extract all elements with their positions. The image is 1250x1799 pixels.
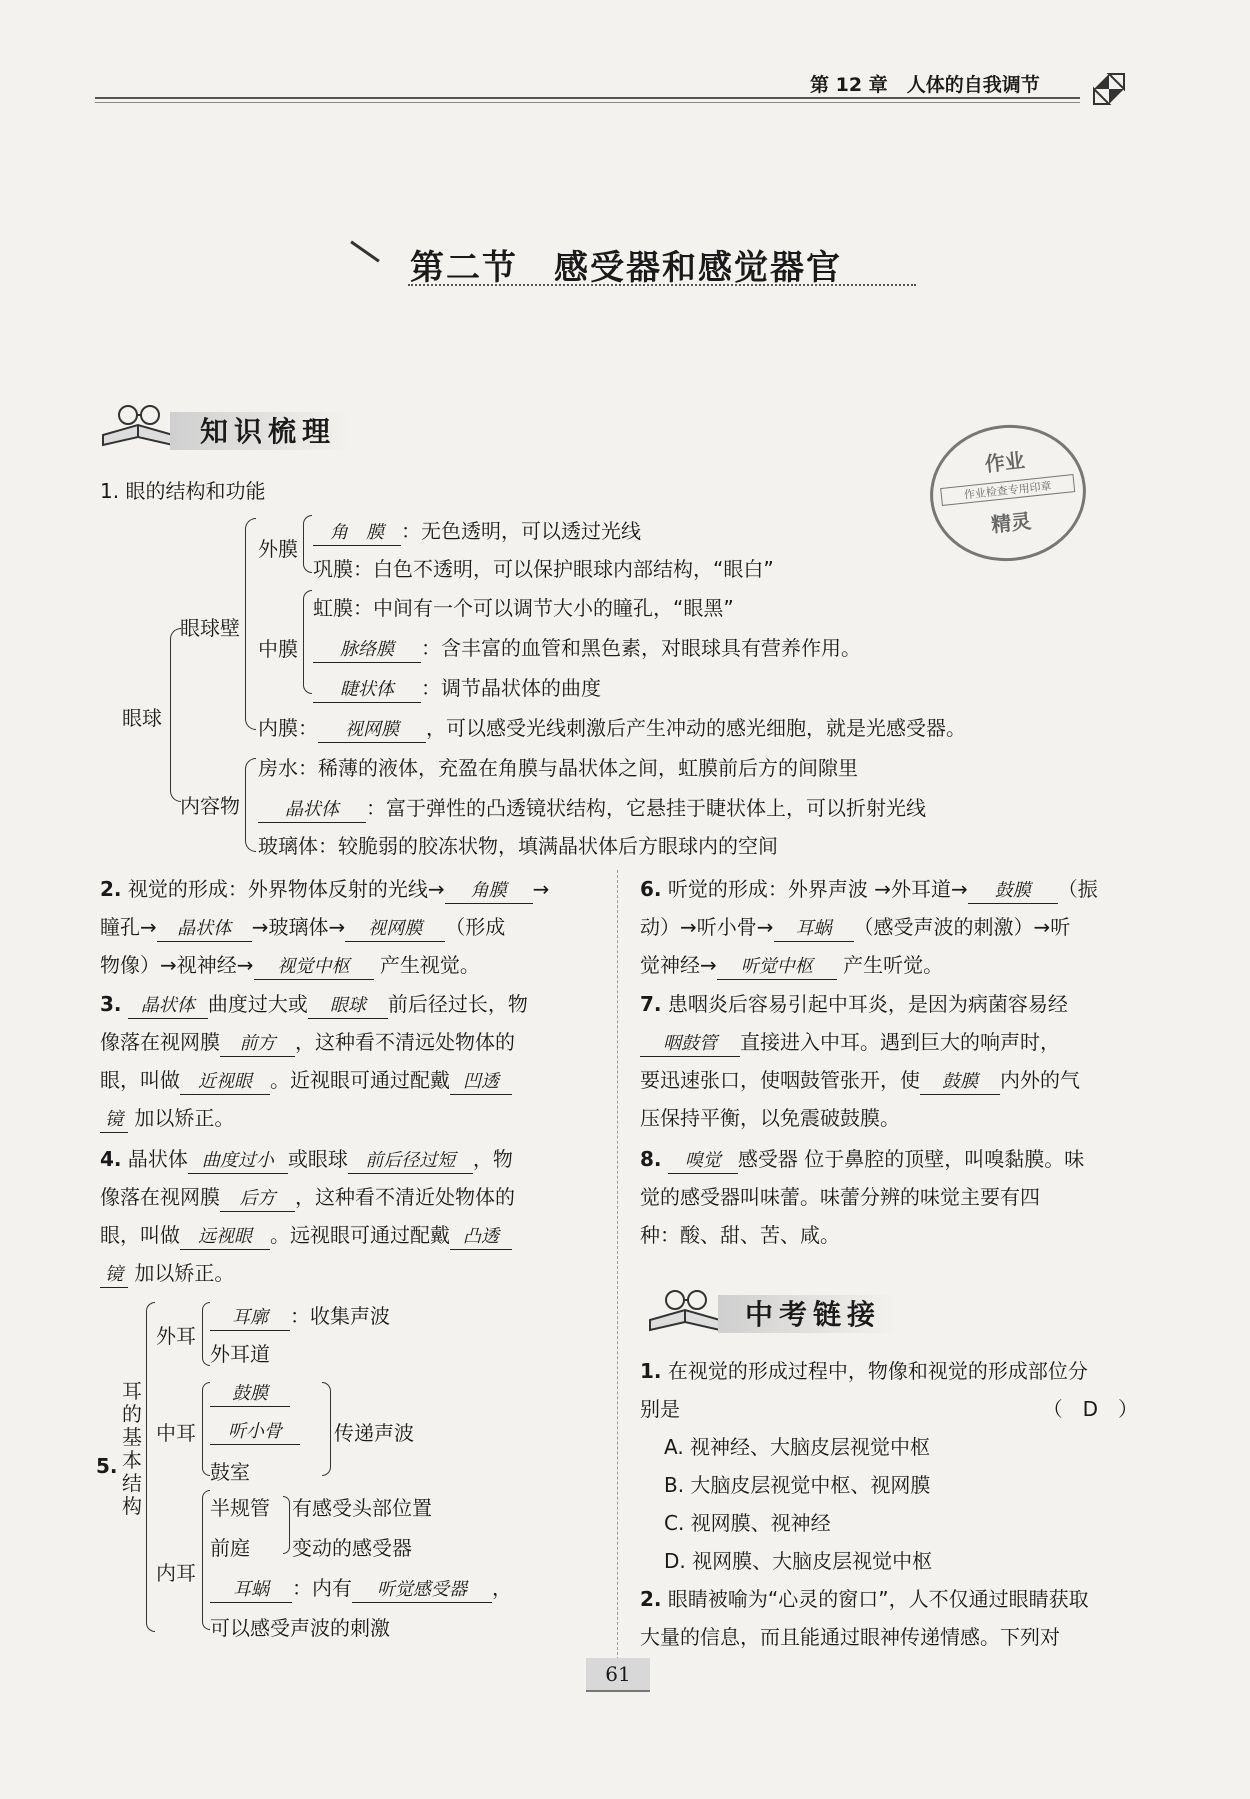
q6-answer-1: 鼓膜	[968, 879, 1058, 904]
lens-line	[258, 792, 926, 823]
title-slash-icon	[350, 241, 380, 263]
q2-answer-4: 视觉中枢	[254, 955, 374, 980]
inner-ear-brace	[202, 1490, 210, 1630]
pinna-line: 耳廓 ：收集声波	[210, 1300, 390, 1331]
vestibule: 前庭	[210, 1536, 250, 1560]
q4-answer-5b: 镜	[100, 1263, 128, 1288]
outer-ear-label: 外耳	[156, 1324, 196, 1348]
mc1-option-d: D. 视网膜、大脑皮层视觉中枢	[664, 1549, 933, 1573]
page-title: 第二节 感受器和感觉器官	[410, 248, 842, 288]
q7-answer-1: 咽鼓管	[640, 1032, 740, 1057]
inner-ear-label: 内耳	[156, 1561, 196, 1585]
cornea-answer: 角 膜	[313, 521, 401, 546]
retina-answer: 视网膜	[318, 718, 426, 743]
book-glasses-icon-2	[645, 1280, 725, 1335]
q4-answer-1: 曲度过小	[188, 1149, 288, 1174]
retina-line	[258, 712, 966, 743]
balance-text-2: 变动的感受器	[292, 1536, 412, 1560]
choroid-desc: ：含丰富的血管和黑色素，对眼球具有营养作用。	[421, 636, 861, 660]
ear-canal: 外耳道	[210, 1342, 270, 1366]
balance-brace	[283, 1496, 290, 1554]
q3-answer-1: 晶状体	[128, 994, 208, 1019]
retina-desc: ，可以感受光线刺激后产生冲动的感光细胞，就是光感受器。	[426, 716, 966, 740]
cochlea-line-2: 可以感受声波的刺激	[210, 1616, 390, 1640]
balance-text-1: 有感受头部位置	[292, 1496, 432, 1520]
q3: 3. 晶状体 曲度过大或 眼球 前后径过长，物 像落在视网膜 前方 ，这种看不清远处物体的 眼，叫做 近视眼 。近视眼可通过配戴 凹透 镜 加以矫正。	[100, 985, 528, 1137]
cornea-line	[313, 515, 641, 546]
tympanic-cavity: 鼓室	[210, 1460, 250, 1484]
auditory-receptor-answer: 听觉感受器	[352, 1578, 492, 1603]
middle-brace	[303, 590, 312, 694]
sclera-line: 巩膜：白色不透明，可以保护眼球内部结构，“眼白”	[313, 557, 774, 581]
middle-ear-brace	[202, 1382, 210, 1476]
title-underline	[408, 284, 916, 286]
cochlea-line: 耳蜗 ：内有 听觉感受器 ，	[210, 1572, 512, 1603]
middle-label: 中膜	[258, 637, 298, 661]
inner-prefix: 内膜：	[258, 716, 318, 740]
q8-answer-1: 嗅觉	[668, 1149, 738, 1174]
lens-desc: ：富于弹性的凸透镜状结构，它悬挂于睫状体上，可以折射光线	[366, 796, 926, 820]
section1-heading: 知识梳理	[200, 415, 337, 448]
outer-brace	[303, 515, 312, 573]
mc1-option-b: B. 大脑皮层视觉中枢、视网膜	[664, 1473, 931, 1497]
q3-answer-5b: 镜	[100, 1108, 128, 1133]
transmit-brace	[322, 1382, 331, 1476]
q5-number: 5.	[96, 1454, 118, 1478]
outer-label: 外膜	[258, 537, 298, 561]
q5-label: 耳的基本结构	[122, 1379, 142, 1518]
header-chapter: 第 12 章 人体的自我调节	[810, 74, 1040, 96]
semicircular: 半规管	[210, 1496, 270, 1520]
ossicle-answer: 听小骨	[210, 1418, 300, 1445]
mc1-option-c: C. 视网膜、视神经	[664, 1511, 831, 1535]
mc1: 1. 在视觉的形成过程中，物像和视觉的形成部位分 别是 （ D ） A. 视神经、大脑皮层视觉中枢 B. 大脑皮层视觉中枢、视网膜 C. 视网膜、视神经 D. 视网膜、大脑皮层视觉中枢 2. 眼睛被喻为“心灵的窗口”，人不仅通过眼睛获取 大量的信息，而且能通过眼神传递情感。下列对	[640, 1359, 1138, 1649]
q8: 8. 嗅觉 感受器 位于鼻腔的顶壁，叫嗅黏膜。味 觉的感受器叫味蕾。味蕾分辨的味觉主要有四 种：酸、甜、苦、咸。	[640, 1147, 1085, 1247]
wall-brace	[245, 518, 256, 730]
q4-answer-2: 前后径过短	[348, 1149, 473, 1174]
cochlea-answer: 耳蜗	[210, 1578, 292, 1603]
iris-line: 虹膜：中间有一个可以调节大小的瞳孔，“眼黑”	[313, 596, 734, 620]
q4-answer-3: 后方	[220, 1187, 295, 1212]
q6-answer-2: 耳蜗	[774, 917, 854, 942]
q3-answer-2: 眼球	[308, 994, 388, 1019]
pinna-answer: 耳廓	[210, 1306, 290, 1331]
q2-answer-1: 角膜	[445, 879, 533, 904]
page-number-box	[586, 1658, 650, 1692]
vitreous-line: 玻璃体：较脆弱的胶冻状物，填满晶状体后方眼球内的空间	[258, 834, 778, 858]
choroid-line	[313, 632, 861, 663]
q1-label: 1. 眼的结构和功能	[100, 479, 266, 503]
q4-answer-4: 远视眼	[180, 1225, 270, 1250]
ciliary-desc: ：调节晶状体的曲度	[421, 676, 601, 700]
mc1-answer: （ D ）	[1042, 1397, 1138, 1421]
q7-answer-2: 鼓膜	[920, 1070, 1000, 1095]
q4: 4. 晶状体 曲度过小 或眼球 前后径过短 ，物 像落在视网膜 后方 ，这种看不清近处物体的 眼，叫做 远视眼 。远视眼可通过配戴 凸透 镜 加以矫正。	[100, 1140, 515, 1292]
header-logo-icon	[1092, 72, 1126, 106]
aqueous-line: 房水：稀薄的液体，充盈在角膜与晶状体之间，虹膜前后方的间隙里	[258, 756, 858, 780]
q3-answer-4: 近视眼	[180, 1070, 270, 1095]
q6: 6. 听觉的形成：外界声波 →外耳道→ 鼓膜 （振 动）→听小骨→ 耳蜗 （感受声波的刺激）→听 觉神经→ 听觉中枢 产生听觉。	[640, 870, 1098, 984]
page-number: 61	[605, 1662, 631, 1686]
column-divider	[617, 870, 618, 1660]
eyeball-label: 眼球	[122, 706, 162, 730]
eyeball-brace	[170, 628, 181, 802]
cornea-desc: ：无色透明，可以透过光线	[401, 519, 641, 543]
q2-answer-2: 晶状体	[157, 917, 252, 942]
q6-answer-3: 听觉中枢	[717, 955, 837, 980]
ciliary-answer: 睫状体	[313, 678, 421, 703]
ear-brace	[146, 1302, 155, 1632]
ciliary-line	[313, 672, 601, 703]
wall-label: 眼球壁	[180, 616, 240, 640]
header-rule-thin	[95, 102, 1080, 103]
choroid-answer: 脉络膜	[313, 638, 421, 663]
eardrum-answer: 鼓膜	[210, 1380, 290, 1407]
contents-label: 内容物	[180, 794, 240, 818]
lens-answer: 晶状体	[258, 798, 366, 823]
contents-brace	[245, 758, 256, 852]
q2: 2. 视觉的形成：外界物体反射的光线→ 角膜 → 瞳孔→ 晶状体 →玻璃体→ 视网膜 （形成 物像）→视神经→ 视觉中枢 产生视觉。	[100, 870, 549, 984]
homework-stamp: 作业 作业检查专用印章 精灵	[923, 417, 1092, 569]
transmit-sound: 传递声波	[334, 1421, 414, 1445]
middle-ear-label: 中耳	[156, 1421, 196, 1445]
outer-ear-brace	[202, 1302, 210, 1366]
q4-answer-5a: 凸透	[450, 1225, 512, 1250]
q2-answer-3: 视网膜	[345, 917, 445, 942]
q3-answer-5a: 凹透	[450, 1070, 512, 1095]
header-rule	[95, 97, 1080, 99]
section2-heading: 中考链接	[745, 1298, 882, 1331]
q7: 7. 患咽炎后容易引起中耳炎，是因为病菌容易经 咽鼓管 直接进入中耳。遇到巨大的响声时， 要迅速张口，使咽鼓管张开，使 鼓膜 内外的气 压保持平衡，以免震破鼓膜。	[640, 992, 1080, 1130]
mc1-option-a: A. 视神经、大脑皮层视觉中枢	[664, 1435, 931, 1459]
q3-answer-3: 前方	[220, 1032, 295, 1057]
book-glasses-icon	[98, 395, 178, 450]
